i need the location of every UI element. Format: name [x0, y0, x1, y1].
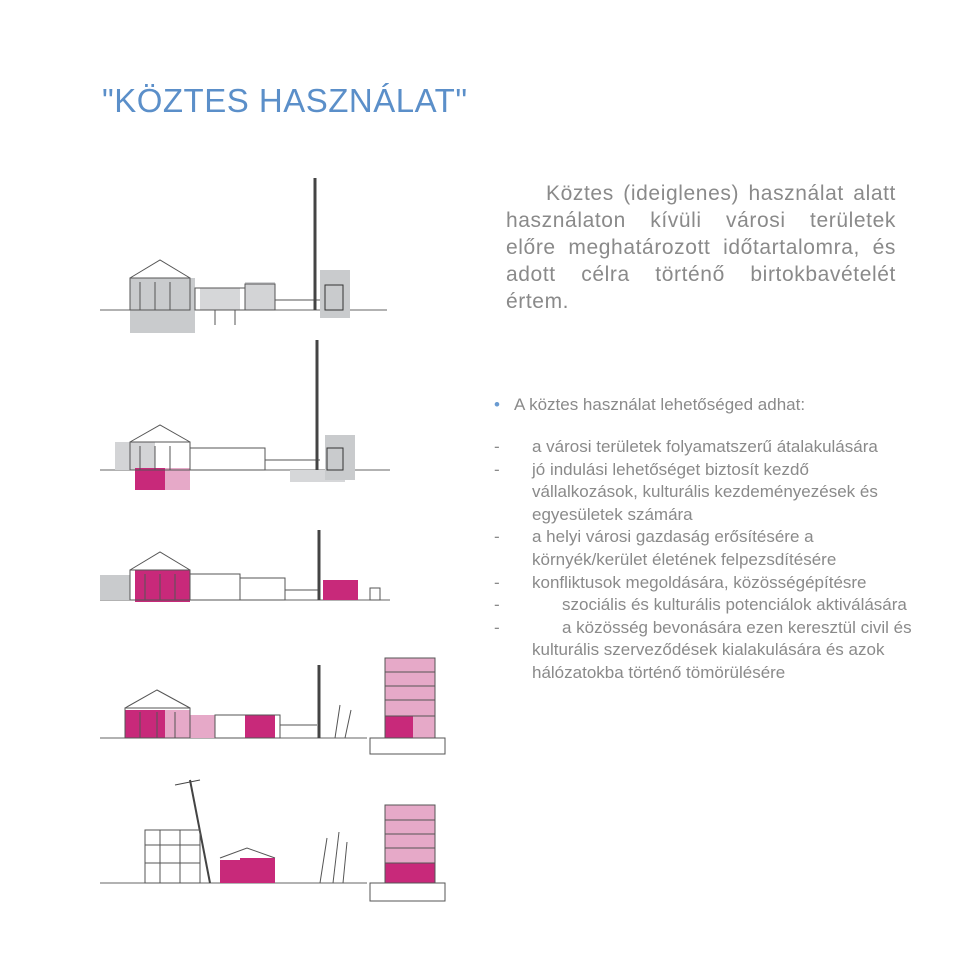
building-section-3 [100, 530, 390, 602]
list-item-text: konfliktusok megoldására, közösségépítésre [532, 572, 867, 592]
section-drawings [95, 170, 455, 910]
bullet-dot-icon: • [494, 395, 500, 414]
list-item-text: a városi területek folyamatszerű átalakulására [532, 437, 878, 456]
building-section-4 [100, 658, 445, 754]
building-section-5 [100, 780, 445, 901]
benefit-list [494, 436, 914, 685]
bullet-heading-text: A köztes használat lehetőséged adhat: [513, 395, 806, 414]
intro-paragraph: Köztes (ideiglenes) használat alatt használaton kívüli városi területek előre meghatározott időtartalomra, és adott célra történő birtokbavételét értem. [506, 182, 896, 313]
building-section-1 [100, 178, 387, 333]
list-item-text: jó indulási lehetőséget biztosít kezdő vállalkozások, kulturális kezdeményezések és egyesületek számára [532, 459, 878, 524]
dash-marker: - [494, 572, 500, 592]
list-item [494, 617, 914, 685]
bullet-heading [494, 395, 805, 415]
building-section-2 [100, 340, 390, 490]
list-item [494, 594, 914, 617]
list-item [494, 459, 914, 527]
list-item-text: a helyi városi gazdaság erősítésére a környék/kerület életének felpezsdítésére [532, 527, 837, 569]
list-item [494, 572, 914, 595]
list-item-text: szociális és kulturális potenciálok aktiválására [562, 595, 907, 615]
dash-marker: - [494, 617, 500, 637]
list-item-text: a közösség bevonására ezen keresztül civil és kulturális szerveződések kialakulására és azok hálózatokba történő tömörülésére [532, 617, 912, 682]
page-title: "KÖZTES HASZNÁLAT" [102, 82, 468, 119]
dash-marker: - [494, 459, 500, 479]
dash-marker: - [494, 595, 500, 615]
dash-marker: - [494, 527, 500, 547]
dash-marker: - [494, 437, 500, 456]
list-item [494, 526, 914, 571]
list-item [494, 436, 914, 459]
